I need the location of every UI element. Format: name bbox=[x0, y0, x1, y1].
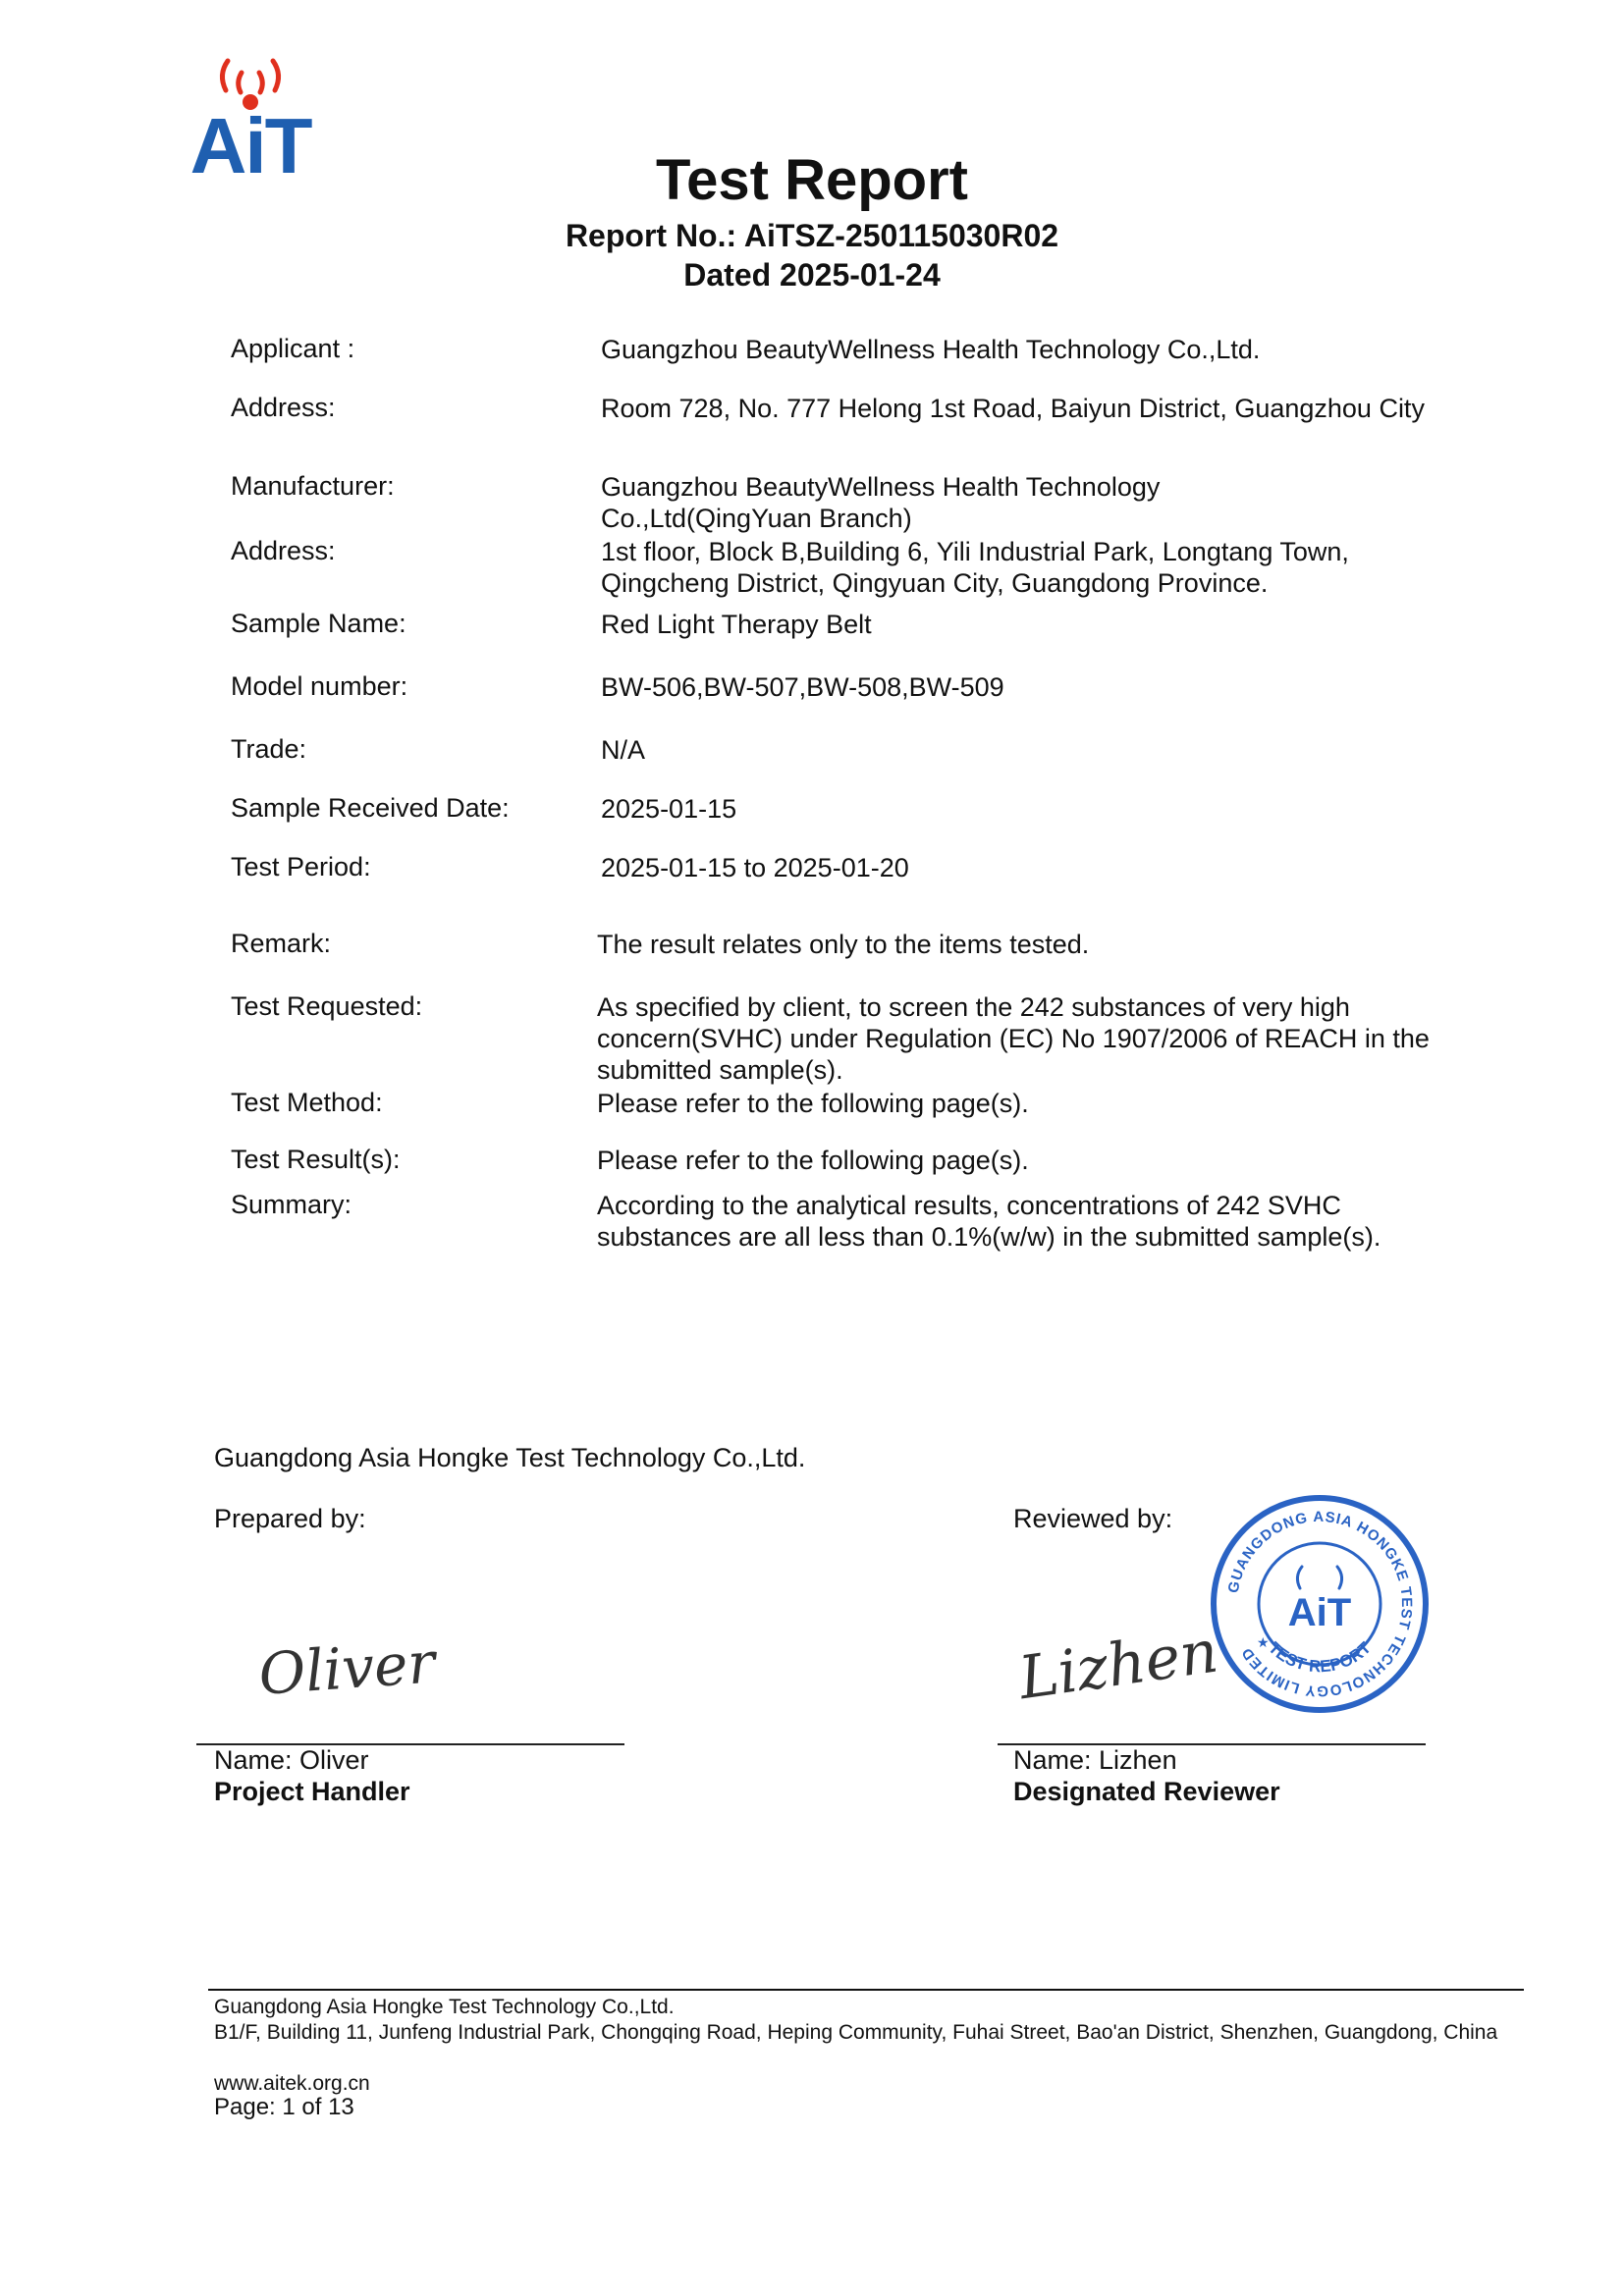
reviewer-signature-text: Lizhen bbox=[1014, 1617, 1222, 1714]
footer-page-number: Page: 1 of 13 bbox=[214, 2094, 354, 2120]
test-method-value: Please refer to the following page(s). bbox=[597, 1089, 1029, 1118]
test-requested-value: As specified by client, to screen the 242 substances of very high concern(SVHC) under Regulation (EC) No 1907/2006 of REACH in the submitted sample(s). bbox=[597, 992, 1430, 1085]
reviewed-by-label: Reviewed by: bbox=[1013, 1504, 1173, 1533]
preparer-signature-text: Oliver bbox=[256, 1629, 438, 1708]
report-number: Report No.: AiTSZ-250115030R02 bbox=[565, 218, 1059, 253]
summary-value: According to the analytical results, concentrations of 242 SVHC substances are all less than 0.1%(w/w) in the submitted sample(s). bbox=[597, 1191, 1381, 1252]
test-requested-label: Test Requested: bbox=[231, 991, 423, 1021]
testing-company-name: Guangdong Asia Hongke Test Technology Co.,Ltd. bbox=[214, 1443, 806, 1472]
sample-name-value: Red Light Therapy Belt bbox=[601, 610, 872, 639]
sample-received-date-label: Sample Received Date: bbox=[231, 793, 510, 823]
applicant-label: Applicant : bbox=[231, 334, 355, 363]
sample-received-date-value: 2025-01-15 bbox=[601, 794, 737, 824]
applicant-address-value: Room 728, No. 777 Helong 1st Road, Baiyun District, Guangzhou City bbox=[601, 394, 1425, 423]
trade-label: Trade: bbox=[231, 734, 307, 764]
report-date: Dated 2025-01-24 bbox=[683, 257, 941, 293]
manufacturer-value: Guangzhou BeautyWellness Health Technology Co.,Ltd(QingYuan Branch) bbox=[601, 472, 1161, 533]
trade-value: N/A bbox=[601, 735, 646, 765]
preparer-name: Name: Oliver bbox=[214, 1745, 369, 1775]
stamp-ring-text: GUANGDONG ASIA HONGKE TEST TECHNOLOGY LIMITED bbox=[1224, 1508, 1416, 1700]
official-stamp bbox=[1206, 1490, 1434, 1718]
footer-website: www.aitek.org.cn bbox=[214, 2072, 370, 2095]
test-results-value: Please refer to the following page(s). bbox=[597, 1146, 1029, 1175]
svg-text:TEST REPORT bbox=[1265, 1638, 1375, 1677]
test-method-label: Test Method: bbox=[231, 1088, 383, 1117]
preparer-role: Project Handler bbox=[214, 1777, 410, 1806]
stamp-center-text: AiT bbox=[1287, 1591, 1352, 1634]
footer-company: Guangdong Asia Hongke Test Technology Co.,Ltd. bbox=[214, 1996, 675, 2018]
applicant-value: Guangzhou BeautyWellness Health Technology Co.,Ltd. bbox=[601, 335, 1261, 364]
test-period-value: 2025-01-15 to 2025-01-20 bbox=[601, 853, 909, 882]
manufacturer-address-label: Address: bbox=[231, 536, 336, 565]
footer-divider bbox=[208, 1989, 1524, 1991]
summary-label: Summary: bbox=[231, 1190, 352, 1219]
remark-value: The result relates only to the items tested. bbox=[597, 930, 1090, 959]
model-number-value: BW-506,BW-507,BW-508,BW-509 bbox=[601, 672, 1004, 702]
sample-name-label: Sample Name: bbox=[231, 609, 406, 638]
remark-label: Remark: bbox=[231, 929, 332, 958]
signal-waves-icon bbox=[222, 61, 278, 92]
reviewer-role: Designated Reviewer bbox=[1013, 1777, 1280, 1806]
reviewer-name: Name: Lizhen bbox=[1013, 1745, 1177, 1775]
applicant-address-label: Address: bbox=[231, 393, 336, 422]
model-number-label: Model number: bbox=[231, 671, 408, 701]
test-results-label: Test Result(s): bbox=[231, 1145, 401, 1174]
manufacturer-address-value: 1st floor, Block B,Building 6, Yili Industrial Park, Longtang Town, Qingcheng District, Qingyuan City, Guangdong Province. bbox=[601, 537, 1349, 598]
logo-wordmark: AiT bbox=[189, 102, 311, 181]
manufacturer-label: Manufacturer: bbox=[231, 471, 395, 501]
test-period-label: Test Period: bbox=[231, 852, 371, 881]
prepared-by-label: Prepared by: bbox=[214, 1504, 366, 1533]
stamp-waves-icon bbox=[1297, 1567, 1341, 1588]
stamp-bottom-text: TEST REPORT bbox=[1265, 1638, 1375, 1677]
page-title: Test Report bbox=[656, 148, 968, 212]
preparer-signature bbox=[253, 1626, 440, 1714]
stamp-star-icon: ★ bbox=[1257, 1635, 1270, 1651]
footer-address: B1/F, Building 11, Junfeng Industrial Park, Chongqing Road, Heping Community, Fuhai Street, Bao'an District, Shenzhen, Guangdong, China bbox=[214, 2021, 1498, 2044]
